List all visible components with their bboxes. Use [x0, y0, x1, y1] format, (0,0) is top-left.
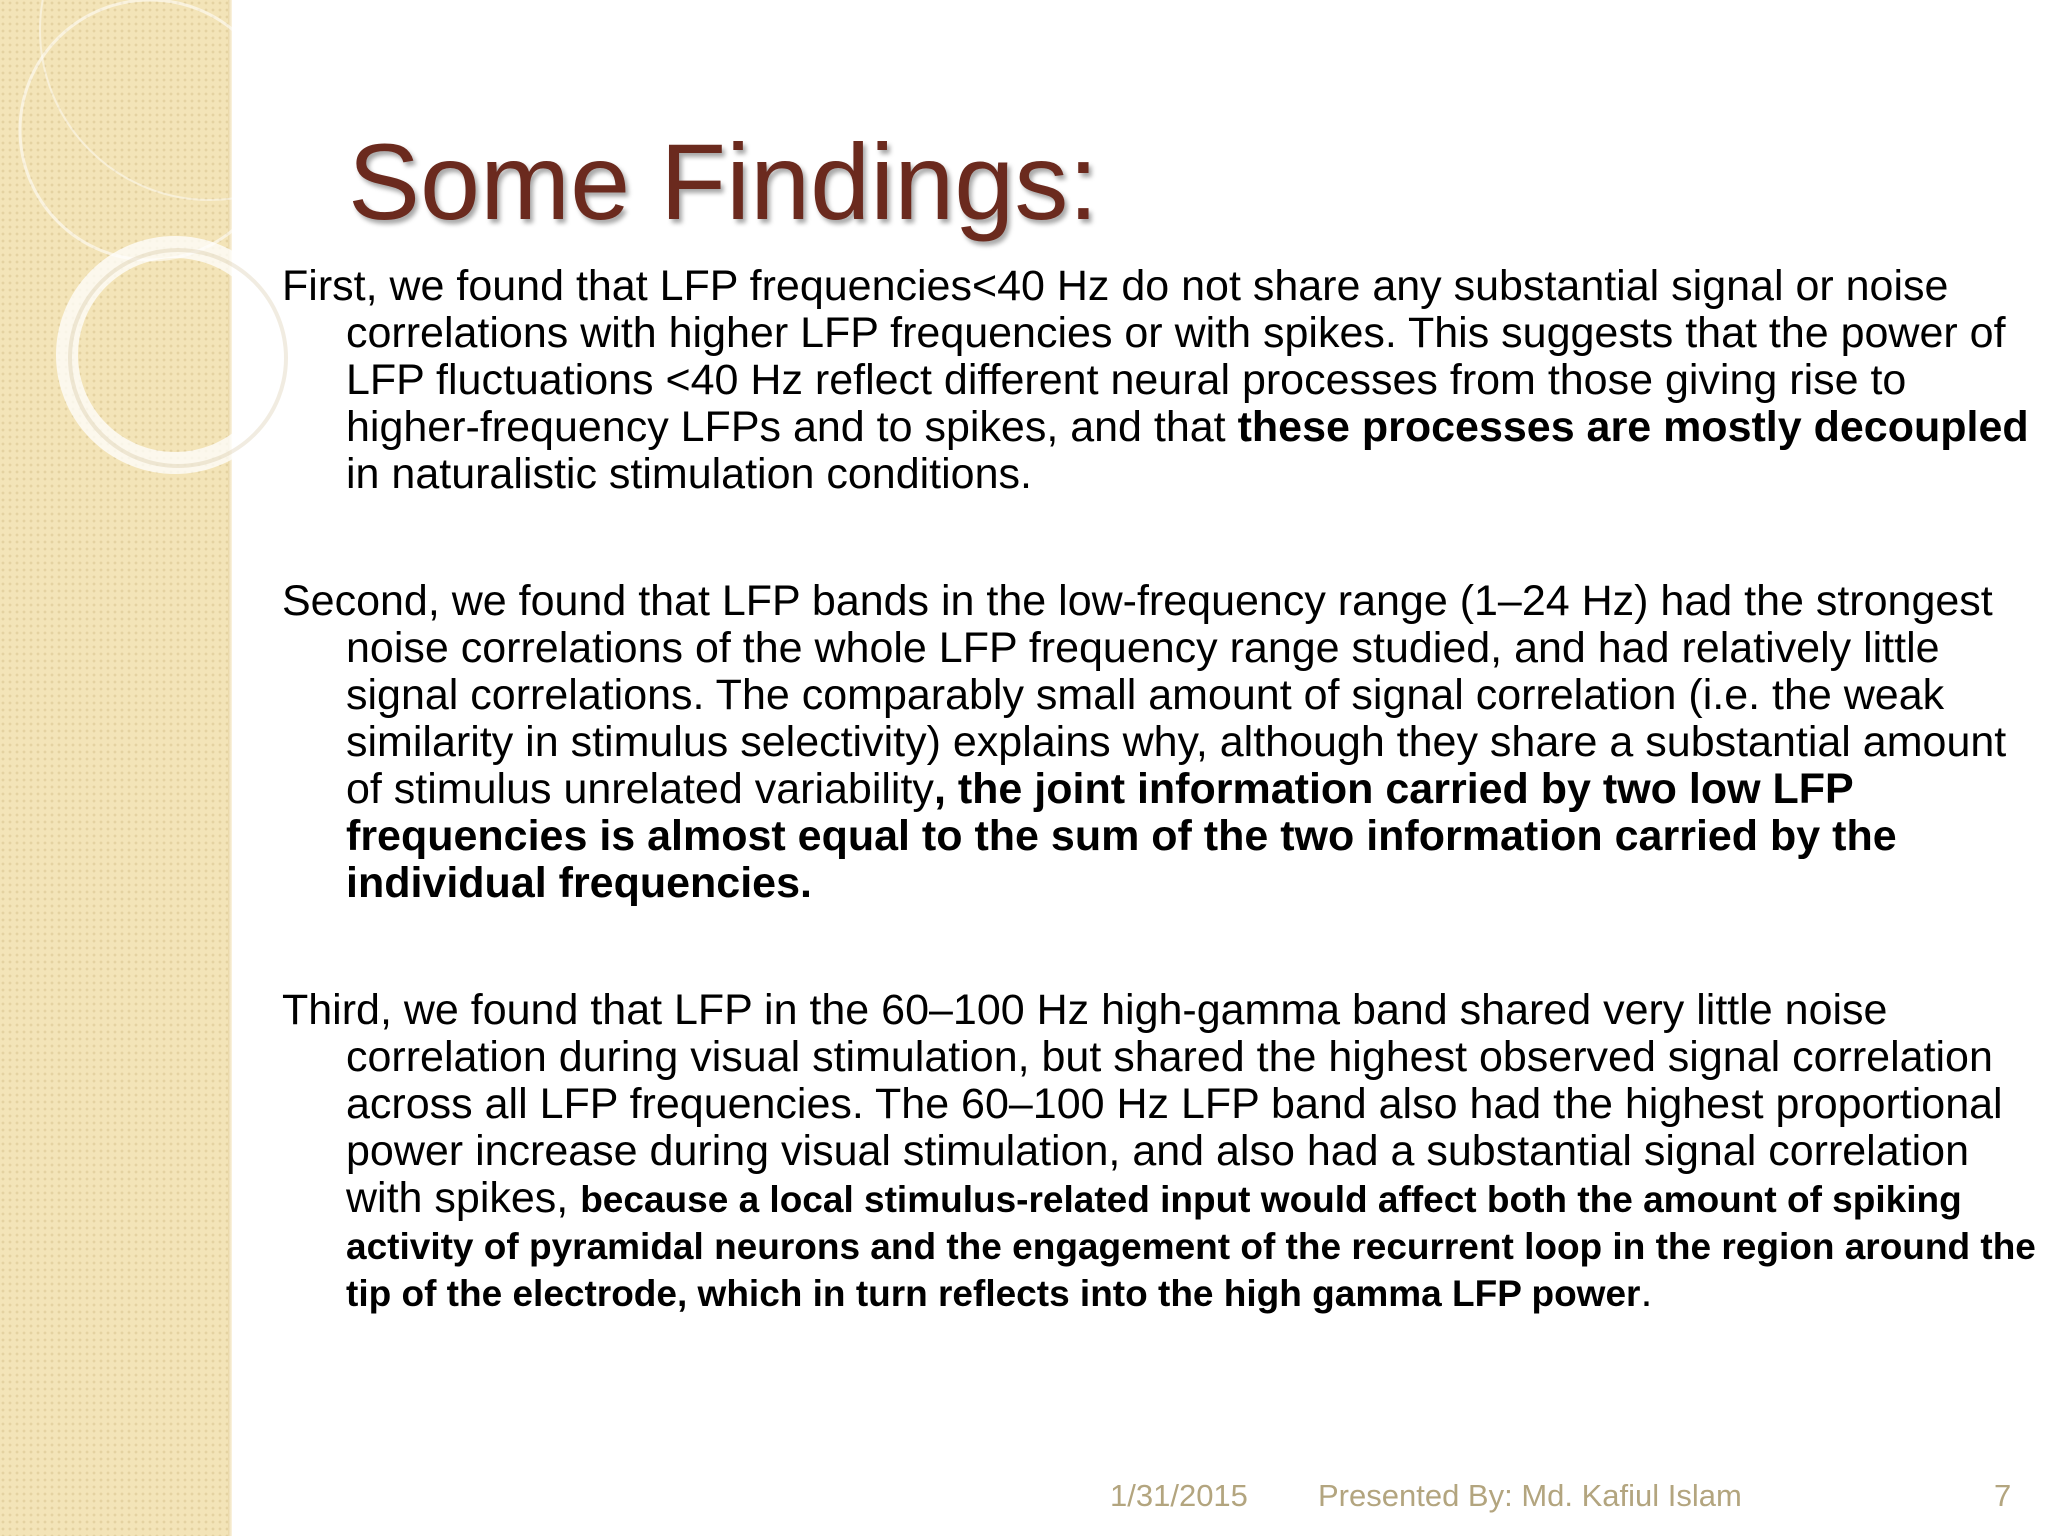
- paragraph-emphasis: , the joint information carried by two low LFP frequencies is almost equal to the sum of the two information carried by the individual frequencies.: [346, 765, 1897, 907]
- footer-page-number: 7: [1994, 1478, 2012, 1513]
- finding-paragraph-third: [282, 987, 2042, 1316]
- footer-date: 1/31/2015: [1110, 1478, 1248, 1513]
- band-edge: [228, 0, 232, 1536]
- finding-paragraph-first: [282, 263, 2042, 498]
- paragraph-text: Third, we found that LFP in the 60–100 Hz high-gamma band shared very little noise correlation during visual stimulation, but shared the highest observed signal correlation across all LFP frequencies. The 60–100 Hz LFP band also had the highest proportional power increase during visual stimulation, and also had a substantial signal correlation with spikes,: [282, 986, 2003, 1222]
- paragraph-emphasis: because a local stimulus-related input would affect both the amount of spiking activity of pyramidal neurons and the engagement of the recurrent loop in the region around the tip of the electrode, which in turn reflects into the high gamma LFP power: [346, 1179, 2036, 1314]
- slide-title: Some Findings:: [348, 121, 1099, 242]
- paragraph-text: .: [1640, 1268, 1653, 1316]
- paragraph-text: in naturalistic stimulation conditions.: [346, 450, 1032, 498]
- paragraph-text: Second, we found that LFP bands in the low-frequency range (1–24 Hz) had the strongest noise correlations of the whole LFP frequency range studied, and had relatively little signal correlations. The comparably small amount of signal correlation (i.e. the weak similarity in stimulus selectivity) explains why, although they share a substantial amount of stimulus unrelated variability: [282, 577, 2007, 813]
- finding-paragraph-second: [282, 578, 2042, 907]
- footer-presenter: Presented By: Md. Kafiul Islam: [1318, 1478, 1742, 1513]
- paragraph-emphasis: these processes are mostly decoupled: [1237, 403, 2029, 451]
- paragraph-text: First, we found that LFP frequencies<40 Hz do not share any substantial signal or noise correlations with higher LFP frequencies or with spikes. This suggests that the power of LFP fluctuations <40 Hz reflect different neural processes from those giving rise to higher-frequency LFPs and to spikes, and that: [282, 262, 2006, 451]
- slide-body: [282, 263, 2042, 1396]
- left-decorative-band: [0, 0, 230, 1536]
